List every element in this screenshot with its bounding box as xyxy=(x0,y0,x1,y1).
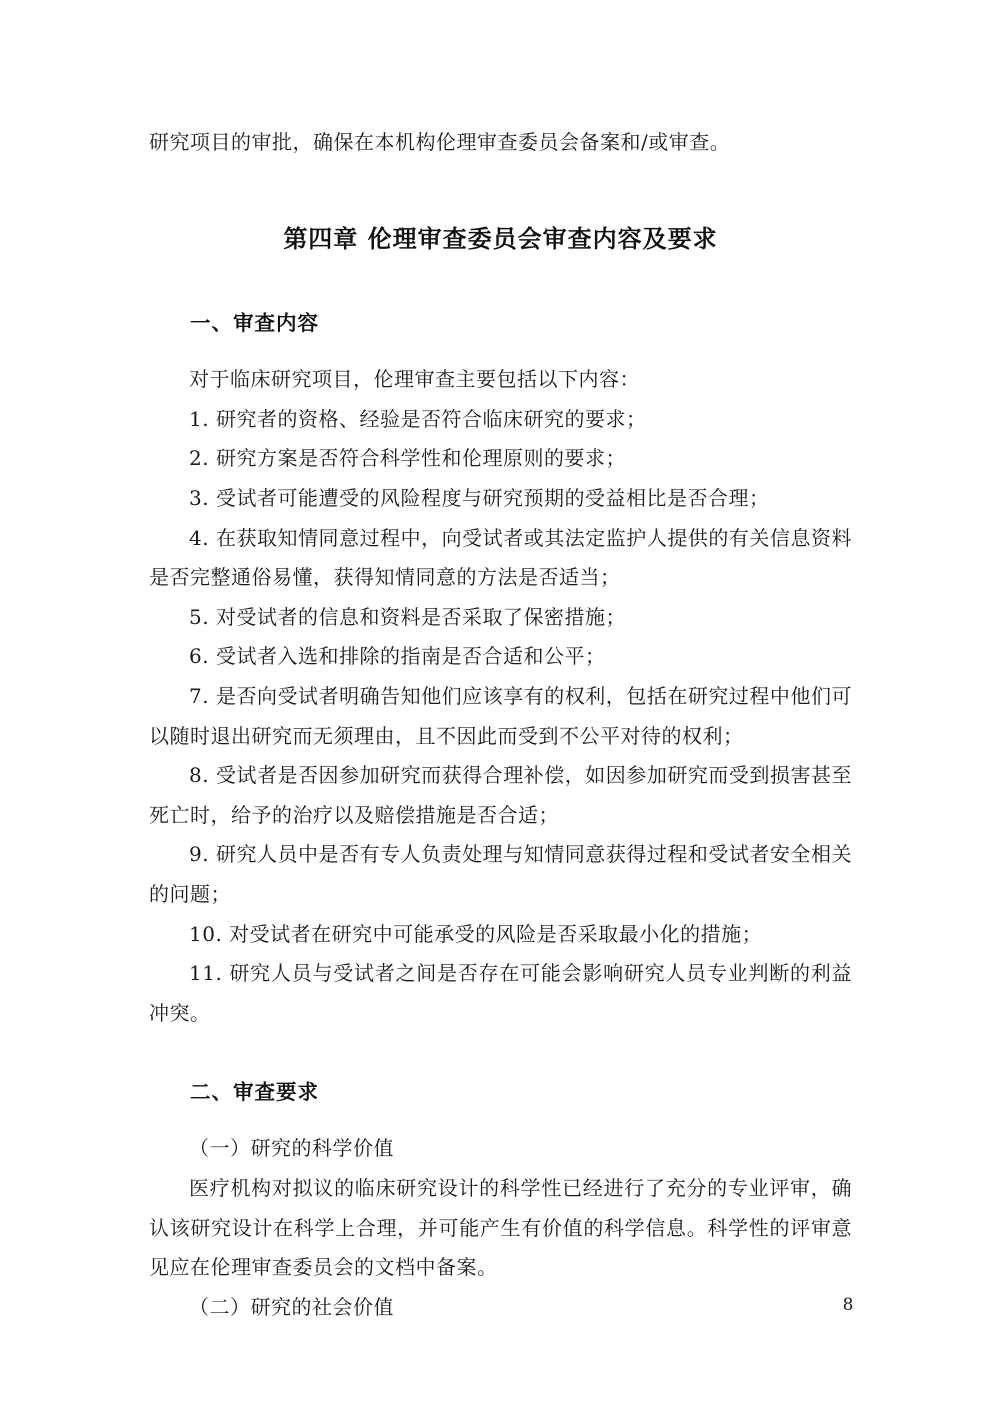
section-heading-review-requirements: 二、审查要求 xyxy=(190,1079,319,1104)
subsection-heading-scientific-value: （一）研究的科学价值 xyxy=(189,1136,394,1161)
intro-paragraph-continuation: 研究项目的审批，确保在本机构伦理审查委员会备案和/或审查。 xyxy=(149,130,731,154)
review-item-3: 3. 受试者可能遭受的风险程度与研究预期的受益相比是否合理； xyxy=(189,485,770,510)
review-item-7: 7. 是否向受试者明确告知他们应该享有的权利，包括在研究过程中他们可以随时退出研究而无须理由，且不因此而受到不公平对待的权利； xyxy=(149,683,852,748)
section-heading-review-content: 一、审查内容 xyxy=(190,310,319,335)
review-item-5: 5. 对受试者的信息和资料是否采取了保密措施； xyxy=(189,604,626,629)
review-item-1: 1. 研究者的资格、经验是否符合临床研究的要求； xyxy=(189,406,647,431)
page-content xyxy=(149,0,852,1327)
review-item-4: 4. 在获取知情同意过程中，向受试者或其法定监护人提供的有关信息资料是否完整通俗易懂，获得知情同意的方法是否适当； xyxy=(149,525,852,590)
subsection-heading-social-value: （二）研究的社会价值 xyxy=(189,1294,394,1319)
chapter-title: 第四章 伦理审查委员会审查内容及要求 xyxy=(283,224,718,253)
scientific-value-paragraph: 医疗机构对拟议的临床研究设计的科学性已经进行了充分的专业评审，确认该研究设计在科学上合理，并可能产生有价值的科学信息。科学性的评审意见应在伦理审查委员会的文档中备案。 xyxy=(149,1176,852,1280)
review-item-11: 11. 研究人员与受试者之间是否存在可能会影响研究人员专业判断的利益冲突。 xyxy=(149,961,852,1025)
review-item-8: 8. 受试者是否因参加研究而获得合理补偿，如因参加研究而受到损害甚至死亡时，给予的治疗以及赔偿措施是否合适； xyxy=(149,763,852,827)
review-item-6: 6. 受试者入选和排除的指南是否合适和公平； xyxy=(189,644,606,669)
review-item-2: 2. 研究方案是否符合科学性和伦理原则的要求； xyxy=(189,446,626,471)
review-item-10: 10. 对受试者在研究中可能承受的风险是否采取最小化的措施； xyxy=(189,921,763,946)
section1-lead-paragraph: 对于临床研究项目，伦理审查主要包括以下内容： xyxy=(189,367,640,392)
review-item-9: 9. 研究人员中是否有专人负责处理与知情同意获得过程和受试者安全相关的问题； xyxy=(149,842,852,906)
page-number: 8 xyxy=(842,1295,854,1315)
